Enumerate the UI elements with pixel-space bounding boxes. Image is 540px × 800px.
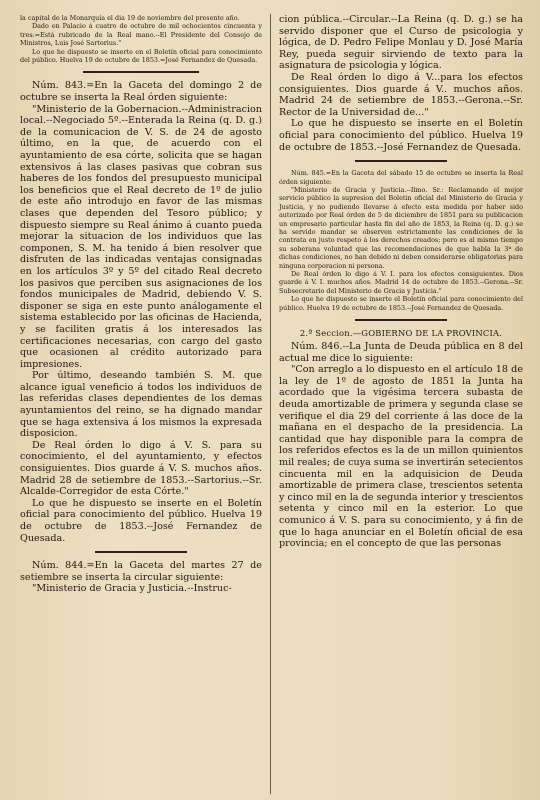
paragraph: cion pública.--Circular.--La Reina (q. D. g.) se ha servido disponer que el Curso de psicologia y lógica, de D. Pedro Felipe Monlau y D. José María Rey, pueda seguir sirviendo de texto para la asignatura de psicologia y lógica.	[279, 14, 523, 72]
article-heading-844: Núm. 844.=En la Gaceta del martes 27 de setiembre se inserta la circular siguiente:	[20, 560, 262, 583]
paragraph: De Real órden lo digo á V. I. para los efectos consiguientes. Dios guarde á V. I. muchos años. Madrid 14 de octubre de 1853.--Gerona.--Sr. Subsecretario del Ministerio de Gracia y Justicia."	[279, 270, 523, 295]
paragraph: Por último, deseando también S. M. que alcance igual veneficio á todos los individuos de las referidas clases dependientes de los demas ayuntamientos del reino, se ha dignado mandar que se haga extensiva á los mismos la expresada disposicion.	[20, 370, 262, 440]
paragraph: la capital de la Monarquía el dia 19 de noviembre del presente año.	[20, 14, 240, 22]
paragraph: Lo que he dispuesto se inserte el Boletín oficial para conocimiento del público. Huelva 19 de octubre de 1853.--José Fernandez de Quesada.	[279, 295, 523, 312]
separator-rule	[355, 319, 448, 321]
paragraph: Lo que he dispuesto se inserte en el Boletín oficial para conocimiento del público. Huelva 19 de octubre de 1853.--José Fernandez de Quesada.	[279, 118, 523, 153]
separator-rule	[83, 71, 199, 73]
paragraph: "Ministerio de Gracia y Justicia.--Ilmo. Sr.: Reclamando el mejor servicio público la supresion del Boletin oficial del Ministerio de Gracia y Justicia, y no pudiendo llevarse á efecto esta medida por haber sido autorizado por Real órden de 5 de diciembre de 1851 para su publicacion un empresario particular hasta fin del año de 1853, la Reina (q. D. g.) se ha servido mandar se observen estrictamente las condiciones de la contrata en justo respeto á los derechos creados; pero es al mismo tiempo su soberana voluntad que las recomendaciones de que habla la 3ª de dichas condiciones, no han debido ni deben considerarse obligatorias para ninguna corporacion ni persona.	[279, 185, 523, 270]
paragraph: "Ministerio de Gracia y Justicia.--Instruc-	[32, 583, 232, 595]
paragraph: "Con arreglo a lo dispuesto en el artículo 18 de la ley de 1º de agosto de 1851 la Junta ha acordado que la vigésima tercera subasta de deuda amortizable de primera y segunda clase se verifique el dia 29 del corriente á las doce de la mañana en el despacho de la presidencia. La cantidad que hay disponible para la compra de los referidos efectos es la de un millon quinientos mil reales; de cuya suma se invertirán setecientos cincuenta mil en la adquisicion de Deuda amortizable de primera clase, trescientos setenta y cinco mil en la de segunda interior y trescientos setenta y cinco mil en la esterior. Lo que comunico á V. S. para su conocimiento, y á fin de que lo haga anunciar en el Boletín oficial de esa provincia; en el concepto de que las personas	[279, 364, 523, 550]
paragraph: Lo que he dispuesto se inserte en el Boletín oficial para conocimiento del público. Huelva 19 de octubre de 1853.=José Fernandez de Quesada.	[20, 47, 262, 65]
article-heading-845: Núm. 845.=En la Gaceta del sábado 15 de octubre se inserta la Real órden siguiente:	[279, 169, 523, 186]
left-column	[20, 14, 262, 595]
paragraph: "Ministerio de la Gobernacion.--Administracion local.--Negociado 5º.--Enterada la Reina (q. D. g.) de la comunicacion de V. S. de 24 de agosto último, en la que, de acuerdo con el ayuntamiento de esa córte, solicita que se hagan extensivos á las clases pasivas que cobran sus haberes de los fondos del presupuesto municipal los beneficios que el Real decreto de 1º de julio de este año introdujo en favor de las mismas clases que dependen del Tesoro público; y dispuesto siempre su Real ánimo á cuanto pueda mejorar la situacion de los individuos que las componen, S. M. ha tenido á bien resolver que disfruten de las indicadas ventajas consignadas en los artículos 3º y 5º del citado Real decreto los pasivos que perciben sus asignaciones de los fondos municipales de Madrid, debiendo V. S. disponer se siga en este punto análogamente el sistema establecido por las oficinas de Hacienda, y se faciliten gratis á los interesados las certificaciones necesarias, con cargo del gasto que ocasionen al crédito autorizado para impresiones.	[20, 103, 262, 370]
column-divider	[270, 14, 271, 794]
separator-rule	[355, 160, 448, 162]
separator-rule	[95, 551, 187, 553]
paragraph: Lo que he dispuesto se inserte en el Boletín oficial para conocimiento del público. Huelva 19 de octubre de 1853.--José Fernandez de Quesada.	[20, 497, 262, 544]
article-heading-843: Núm. 843.=En la Gaceta del domingo 2 de octubre se inserta la Real órden siguiente:	[20, 80, 262, 104]
right-column	[279, 14, 523, 550]
paragraph: De Real órden lo digo á V...para los efectos consiguientes. Dios guarde á V.. muchos años. Madrid 24 de setiembre de 1853.--Gerona.--Sr. Rector de la Universidad de..."	[279, 71, 523, 118]
paragraph: De Real órden lo digo á V. S. para su conocimiento, el del ayuntamiento, y efectos consiguientes. Dios guarde á V. S. muchos años. Madrid 28 de setiembre de 1853.--Sartorius.--Sr. Alcalde-Corregidor de esta Córte."	[20, 439, 262, 498]
article-heading-846: Núm. 846.--La Junta de Deuda pública en 8 del actual me dice lo siguiente:	[279, 341, 523, 364]
paragraph: Dado en Palacio á cuatro de octubre de mil ochocientos cincuenta y tres.=Está rubricado de la Real mano.--El Presidente del Consejo de Ministros, Luis José Sartorius."	[20, 22, 262, 48]
section-heading: 2.ª Seccion.—GOBIERNO DE LA PROVINCIA.	[299, 328, 503, 339]
